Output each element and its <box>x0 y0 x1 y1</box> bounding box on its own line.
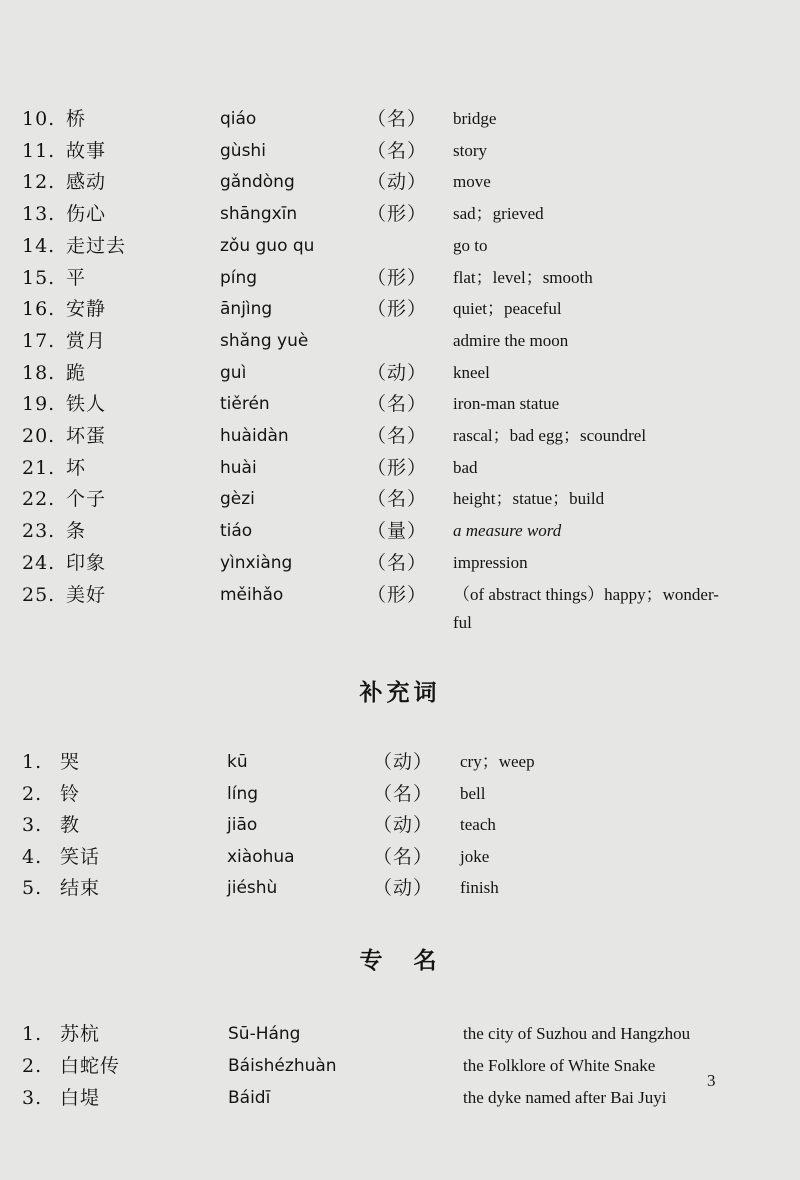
english-gloss: impression <box>453 552 528 572</box>
chinese-word: 哭 <box>60 751 81 773</box>
vocab-row <box>0 873 800 903</box>
part-of-speech: （名） <box>367 108 428 130</box>
supplementary-heading: 补充词 <box>359 679 441 706</box>
vocab-row <box>0 421 800 451</box>
pinyin: jiéshù <box>227 878 278 898</box>
chinese-word: 白蛇传 <box>60 1055 121 1077</box>
vocab-row <box>0 294 800 324</box>
pinyin: gǎndòng <box>220 172 295 193</box>
english-gloss: bridge <box>453 109 497 128</box>
vocab-row <box>0 358 800 388</box>
part-of-speech: （名） <box>367 551 428 574</box>
proper-names-heading: 专 名 <box>359 947 441 974</box>
entry-number: 18. <box>22 361 56 384</box>
pinyin: ānjìng <box>220 299 273 320</box>
chinese-word: 结束 <box>60 877 101 899</box>
chinese-word: 坏蛋 <box>66 425 107 447</box>
vocab-row <box>0 747 800 777</box>
pinyin: huàidàn <box>220 426 289 446</box>
vocab-row <box>0 548 800 578</box>
chinese-word: 条 <box>66 520 87 543</box>
entry-number: 14. <box>22 234 56 257</box>
vocab-row <box>0 326 800 356</box>
english-gloss: bell <box>460 783 486 803</box>
entry-number: 3. <box>22 814 43 836</box>
chinese-word: 美好 <box>66 583 107 606</box>
part-of-speech: （量） <box>367 520 428 543</box>
entry-number: 2. <box>22 782 43 805</box>
vocab-row <box>0 136 800 166</box>
vocab-row <box>0 199 800 229</box>
english-gloss: sad；grieved <box>453 204 544 224</box>
vocab-row <box>0 1051 800 1081</box>
pinyin: yìnxiàng <box>220 552 293 573</box>
pinyin: huài <box>220 457 257 478</box>
pinyin: Sū-Háng <box>228 1024 301 1044</box>
chinese-word: 白堤 <box>60 1087 101 1109</box>
entry-number: 4. <box>22 845 43 868</box>
english-gloss: story <box>453 140 487 160</box>
chinese-word: 伤心 <box>66 203 107 226</box>
chinese-word: 笑话 <box>60 845 101 868</box>
pinyin: tiěrén <box>220 394 270 415</box>
entry-number: 16. <box>22 298 56 321</box>
vocab-row <box>0 580 800 632</box>
chinese-word: 平 <box>66 266 87 289</box>
part-of-speech: （形） <box>367 583 428 606</box>
part-of-speech: （形） <box>367 203 428 226</box>
entry-number: 24. <box>22 551 56 574</box>
english-gloss: height；statue；build <box>453 489 605 509</box>
vocab-row <box>0 779 800 809</box>
pinyin: gùshi <box>220 140 266 161</box>
page-number: 3 <box>707 1071 716 1090</box>
part-of-speech: （形） <box>367 298 428 321</box>
english-gloss: joke <box>460 846 490 866</box>
pinyin: jiāo <box>227 815 258 835</box>
part-of-speech: （动） <box>373 877 434 899</box>
pinyin: shāngxīn <box>220 204 298 225</box>
chinese-word: 走过去 <box>66 234 127 257</box>
entry-number: 20. <box>22 425 56 447</box>
chinese-word: 桥 <box>66 108 87 130</box>
entry-number: 2. <box>22 1055 43 1077</box>
part-of-speech: （动） <box>373 751 434 773</box>
chinese-word: 铁人 <box>66 393 107 416</box>
pinyin: xiàohua <box>227 846 295 867</box>
chinese-word: 赏月 <box>66 329 107 352</box>
chinese-word: 印象 <box>66 551 107 574</box>
chinese-word: 铃 <box>60 782 81 805</box>
entry-number: 23. <box>22 520 56 543</box>
pinyin: píng <box>220 267 258 288</box>
english-gloss: finish <box>460 878 499 897</box>
chinese-word: 教 <box>60 814 81 836</box>
part-of-speech: （动） <box>373 814 434 836</box>
english-gloss: rascal；bad egg；scoundrel <box>453 426 647 445</box>
chinese-word: 坏 <box>66 456 87 479</box>
entry-number: 21. <box>22 456 56 479</box>
vocab-row <box>0 263 800 293</box>
part-of-speech: （形） <box>367 266 428 289</box>
part-of-speech: （动） <box>367 361 428 384</box>
entry-number: 15. <box>22 266 56 289</box>
chinese-word: 个子 <box>66 488 107 511</box>
entry-number: 11. <box>22 139 56 162</box>
english-gloss: move <box>453 172 491 192</box>
part-of-speech: （名） <box>373 782 434 805</box>
pinyin: líng <box>227 783 259 804</box>
entry-number: 13. <box>22 203 56 226</box>
vocab-row <box>0 104 800 134</box>
part-of-speech: （形） <box>367 456 428 479</box>
english-gloss: bad <box>453 457 478 477</box>
english-gloss: （of abstract things）happy；wonder- <box>453 584 719 604</box>
vocab-row <box>0 167 800 197</box>
english-gloss: the Folklore of White Snake <box>463 1056 656 1075</box>
english-gloss: a measure word <box>453 521 562 541</box>
entry-number: 1. <box>22 751 43 773</box>
pinyin: Báishézhuàn <box>228 1056 337 1076</box>
english-gloss: the dyke named after Bai Juyi <box>463 1088 667 1107</box>
pinyin: guì <box>220 362 247 383</box>
entry-number: 25. <box>22 583 56 606</box>
chinese-word: 安静 <box>66 298 107 321</box>
entry-number: 22. <box>22 488 56 511</box>
chinese-word: 跪 <box>66 361 87 384</box>
vocab-row <box>0 484 800 514</box>
entry-number: 17. <box>22 329 56 352</box>
english-gloss-continued: ful <box>453 612 472 632</box>
english-gloss: quiet；peaceful <box>453 299 562 319</box>
chinese-word: 苏杭 <box>60 1023 101 1045</box>
chinese-word: 感动 <box>66 171 107 194</box>
part-of-speech: （名） <box>367 139 428 162</box>
part-of-speech: （名） <box>367 393 428 416</box>
vocab-row <box>0 810 800 840</box>
part-of-speech: （名） <box>367 488 428 511</box>
pinyin: zǒu guo qu <box>220 235 315 256</box>
vocab-row <box>0 231 800 261</box>
pinyin: shǎng yuè <box>220 330 309 351</box>
entry-number: 19. <box>22 393 56 416</box>
chinese-word: 故事 <box>66 139 107 162</box>
english-gloss: iron-man statue <box>453 394 560 414</box>
vocab-row <box>0 389 800 419</box>
english-gloss: the city of Suzhou and Hangzhou <box>463 1024 691 1043</box>
part-of-speech: （名） <box>373 845 434 868</box>
english-gloss: kneel <box>453 362 490 382</box>
english-gloss: flat；level；smooth <box>453 267 593 287</box>
vocab-row <box>0 453 800 483</box>
english-gloss: cry；weep <box>460 752 535 771</box>
part-of-speech: （动） <box>367 171 428 194</box>
pinyin: tiáo <box>220 521 253 542</box>
part-of-speech: （名） <box>367 425 428 447</box>
vocab-row <box>0 842 800 872</box>
entry-number: 12. <box>22 171 56 194</box>
english-gloss: admire the moon <box>453 330 569 350</box>
english-gloss: teach <box>460 815 496 834</box>
pinyin: Báidī <box>228 1088 271 1108</box>
pinyin: kū <box>227 752 248 772</box>
entry-number: 5. <box>22 877 43 899</box>
vocab-row <box>0 1083 800 1113</box>
english-gloss: go to <box>453 235 488 255</box>
vocab-row <box>0 1019 800 1049</box>
entry-number: 1. <box>22 1023 43 1045</box>
entry-number: 3. <box>22 1087 43 1109</box>
vocab-row <box>0 516 800 546</box>
pinyin: gèzi <box>220 489 255 510</box>
pinyin: qiáo <box>220 109 257 129</box>
pinyin: měihǎo <box>220 584 284 605</box>
entry-number: 10. <box>22 108 56 130</box>
